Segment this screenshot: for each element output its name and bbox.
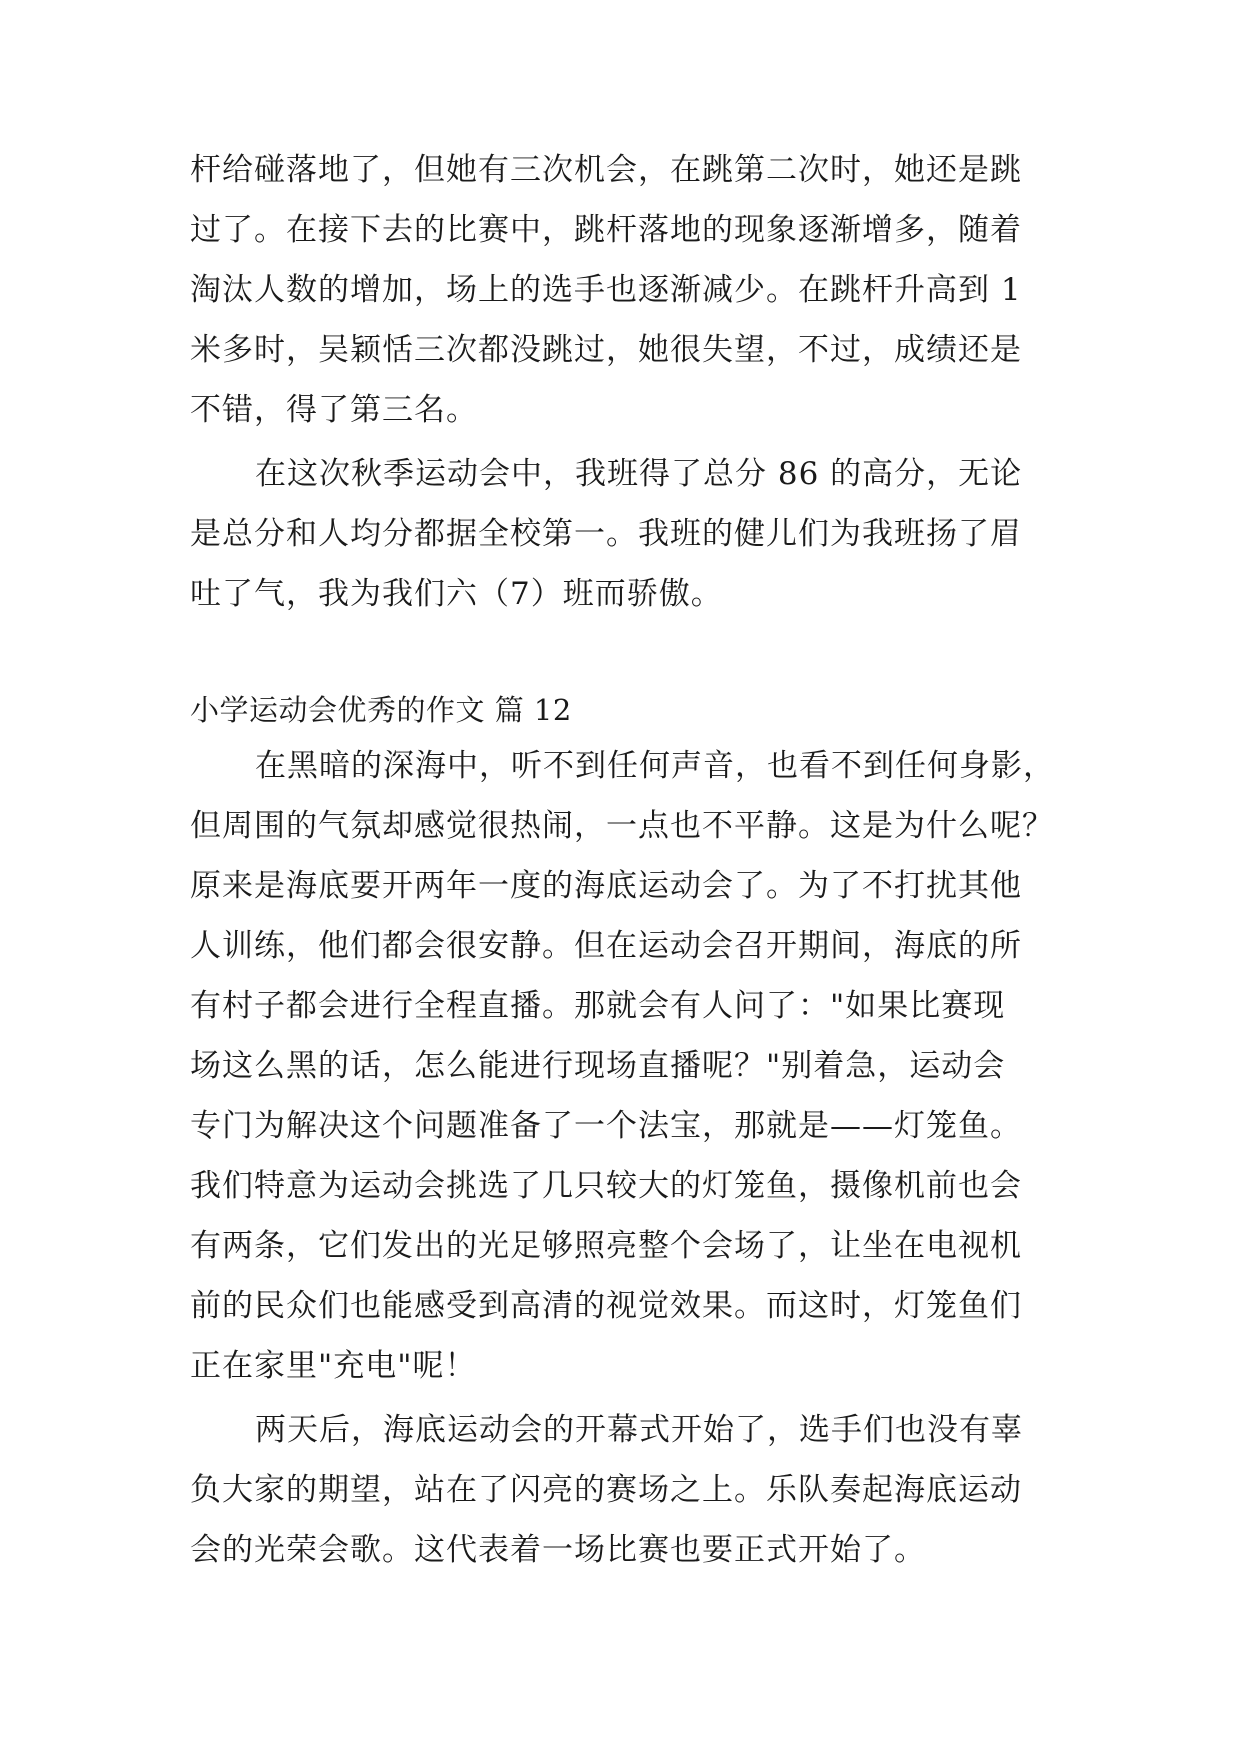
- text-line: 有村子都会进行全程直播。那就会有人问了："如果比赛现: [190, 988, 1006, 1024]
- text-line: 人训练，他们都会很安静。但在运动会召开期间，海底的所: [190, 928, 1022, 964]
- text-line: 负大家的期望，站在了闪亮的赛场之上。乐队奏起海底运动: [190, 1472, 1022, 1508]
- text-line: 淘汰人数的增加，场上的选手也逐渐减少。在跳杆升高到 1: [190, 272, 1022, 308]
- text-line: 在这次秋季运动会中，我班得了总分 86 的高分，无论: [255, 456, 1023, 492]
- text-line: 米多时，吴颖恬三次都没跳过，她很失望，不过，成绩还是: [190, 332, 1022, 368]
- text-line: 不错，得了第三名。: [190, 392, 478, 428]
- text-line: 原来是海底要开两年一度的海底运动会了。为了不打扰其他: [190, 868, 1022, 904]
- text-line: 场这么黑的话，怎么能进行现场直播呢？"别着急，运动会: [190, 1048, 1006, 1084]
- text-line: 正在家里"充电"呢！: [190, 1348, 477, 1384]
- text-line: 在黑暗的深海中，听不到任何声音，也看不到任何身影，: [255, 748, 1055, 784]
- text-line: 过了。在接下去的比赛中，跳杆落地的现象逐渐增多，随着: [190, 212, 1022, 248]
- text-line: 前的民众们也能感受到高清的视觉效果。而这时，灯笼鱼们: [190, 1288, 1022, 1324]
- text-line: 专门为解决这个问题准备了一个法宝，那就是——灯笼鱼。: [190, 1108, 1022, 1144]
- text-line: 我们特意为运动会挑选了几只较大的灯笼鱼，摄像机前也会: [190, 1168, 1022, 1204]
- text-line: 有两条，它们发出的光足够照亮整个会场了，让坐在电视机: [190, 1228, 1022, 1264]
- section-title: 小学运动会优秀的作文 篇 12: [190, 693, 572, 727]
- text-line: 两天后，海底运动会的开幕式开始了，选手们也没有辜: [255, 1412, 1023, 1448]
- text-line: 会的光荣会歌。这代表着一场比赛也要正式开始了。: [190, 1532, 926, 1568]
- text-line: 但周围的气氛却感觉很热闹，一点也不平静。这是为什么呢？: [190, 808, 1054, 844]
- text-line: 杆给碰落地了，但她有三次机会，在跳第二次时，她还是跳: [190, 152, 1022, 188]
- text-line: 是总分和人均分都据全校第一。我班的健儿们为我班扬了眉: [190, 516, 1022, 552]
- text-line: 吐了气，我为我们六（7）班而骄傲。: [190, 576, 723, 612]
